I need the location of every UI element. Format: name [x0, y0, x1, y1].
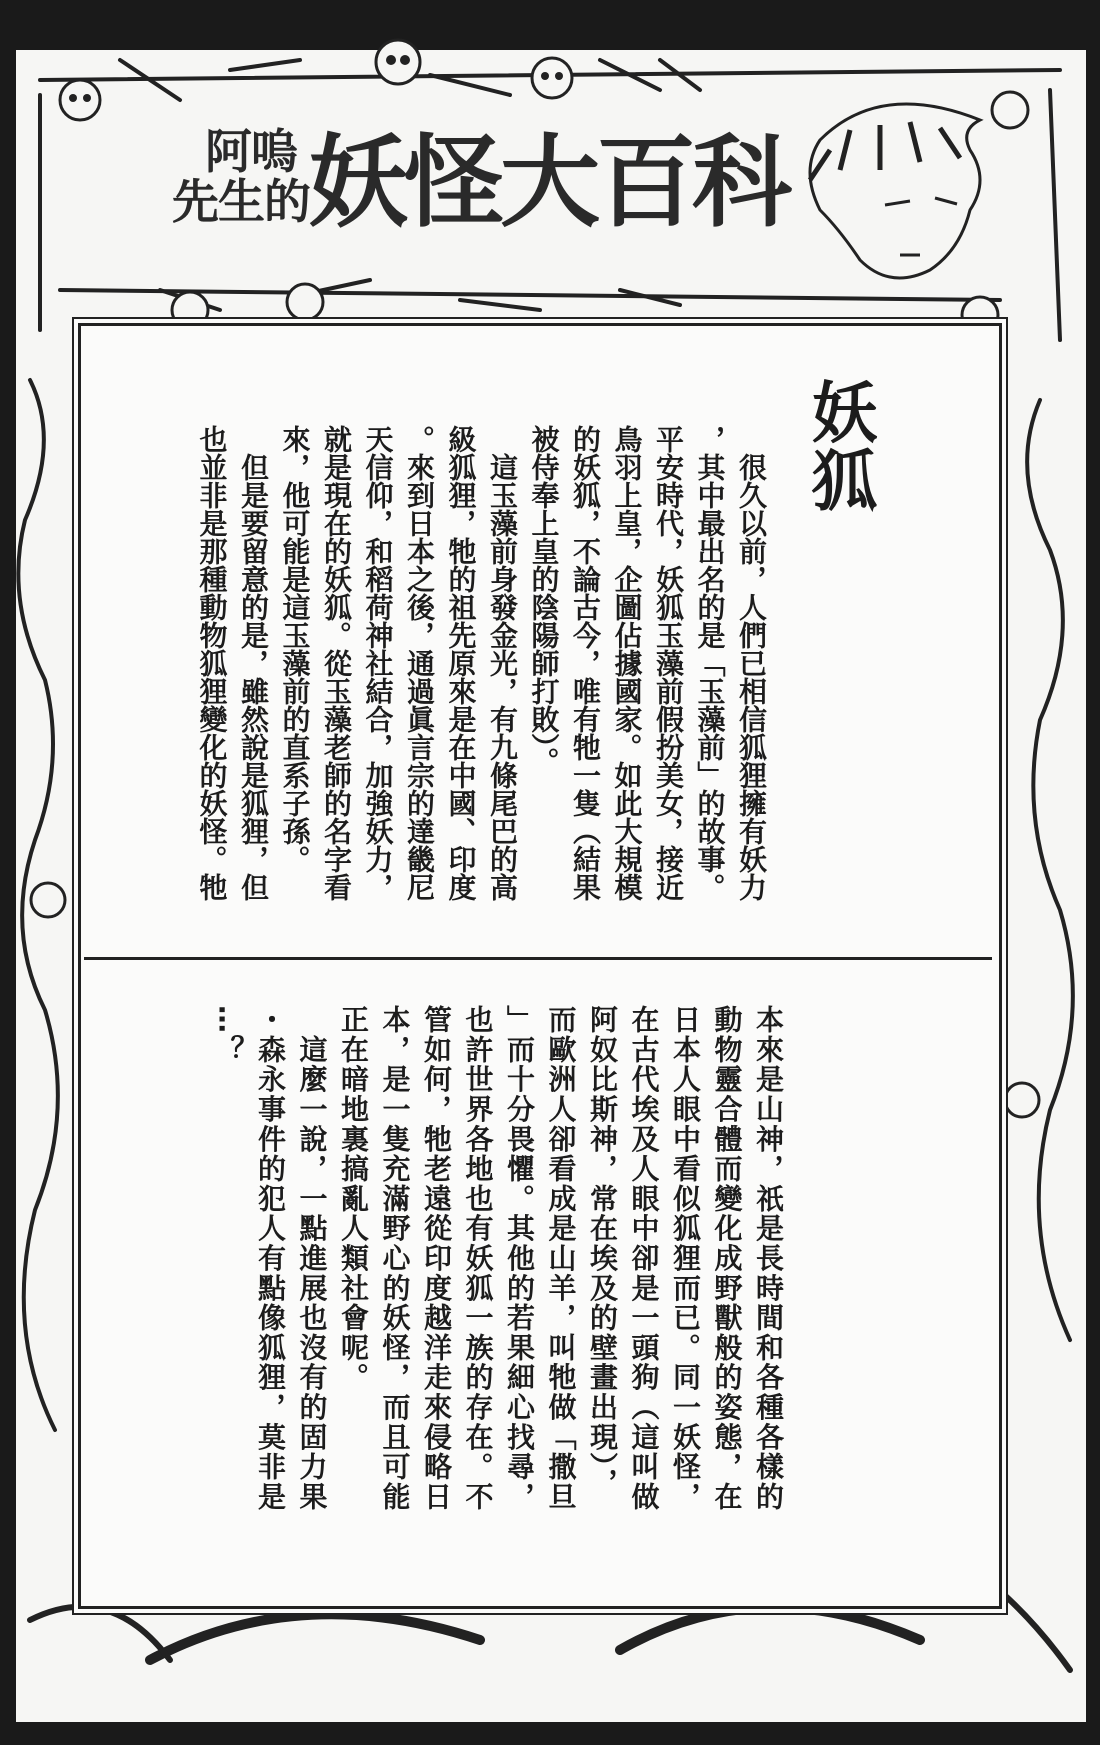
- text-column: 本，是一隻充滿野心的妖怪，而且可能: [378, 1005, 412, 1512]
- article-lower-text: [208, 1005, 789, 1512]
- text-column: 的妖狐，不論古今，唯有牠一隻（結果: [569, 425, 602, 901]
- text-column: 就是現在的妖狐。從玉藻老師的名字看: [320, 425, 353, 901]
- text-column: 很久以前，人們已相信狐狸擁有妖力: [735, 425, 768, 901]
- text-column: 但是要留意的是，雖然說是狐狸，但: [237, 425, 270, 901]
- text-column: 來，他可能是這玉藻前的直系子孫。: [278, 425, 312, 873]
- text-column: 也許世界各地也有妖狐一族的存在。不: [461, 1005, 495, 1512]
- title-prefix-line2: 先生的: [172, 175, 310, 230]
- text-column: …？: [212, 1005, 246, 1065]
- text-column: 本來是山神，祇是長時間和各種各樣的: [752, 1005, 785, 1512]
- section-divider: [84, 957, 992, 960]
- text-column: 這玉藻前身發金光，有九條尾巴的高: [486, 425, 519, 901]
- title-prefix-line1: 阿嗚: [205, 125, 297, 180]
- text-column: 被侍奉上皇的陰陽師打敗）。: [527, 425, 561, 775]
- text-column: 管如何，牠老遠從印度越洋走來侵略日: [420, 1005, 453, 1512]
- article-heading: 妖狐: [800, 378, 877, 514]
- text-column: 動物靈合體而變化成野獸般的姿態，在: [710, 1005, 744, 1512]
- text-column: 在古代埃及人眼中卻是一頭狗（這叫做: [627, 1005, 661, 1512]
- text-column: 天信仰，和稻荷神社結合，加強妖力，: [361, 425, 395, 901]
- text-column: 。來到日本之後，通過眞言宗的達畿尼: [403, 425, 436, 901]
- page-title: 妖怪大百科: [308, 124, 788, 241]
- article-upper-text: [191, 425, 772, 901]
- text-column: 鳥羽上皇，企圖佔據國家。如此大規模: [610, 425, 644, 901]
- text-column: 級狐狸，牠的祖先原來是在中國、印度: [444, 425, 478, 901]
- text-column: 阿奴比斯神，常在埃及的壁畫出現），: [586, 1005, 619, 1498]
- text-column: 正在暗地裏搞亂人類社會呢。: [337, 1005, 370, 1393]
- text-column: ，其中最出名的是「玉藻前」的故事。: [693, 425, 727, 901]
- text-column: 也並非是那種動物狐狸變化的妖怪。牠: [195, 425, 229, 901]
- text-column: 平安時代，妖狐玉藻前假扮美女，接近: [652, 425, 685, 901]
- text-column: 日本人眼中看似狐狸而已。同一妖怪，: [669, 1005, 702, 1512]
- text-column: 這麼一說，一點進展也沒有的固力果: [295, 1005, 329, 1512]
- text-column: 」而十分畏懼。其他的若果細心找尋，: [503, 1005, 536, 1512]
- text-column: ・森永事件的犯人有點像狐狸，莫非是: [254, 1005, 287, 1512]
- text-column: 而歐洲人卻看成是山羊，叫牠做「撒旦: [544, 1005, 578, 1512]
